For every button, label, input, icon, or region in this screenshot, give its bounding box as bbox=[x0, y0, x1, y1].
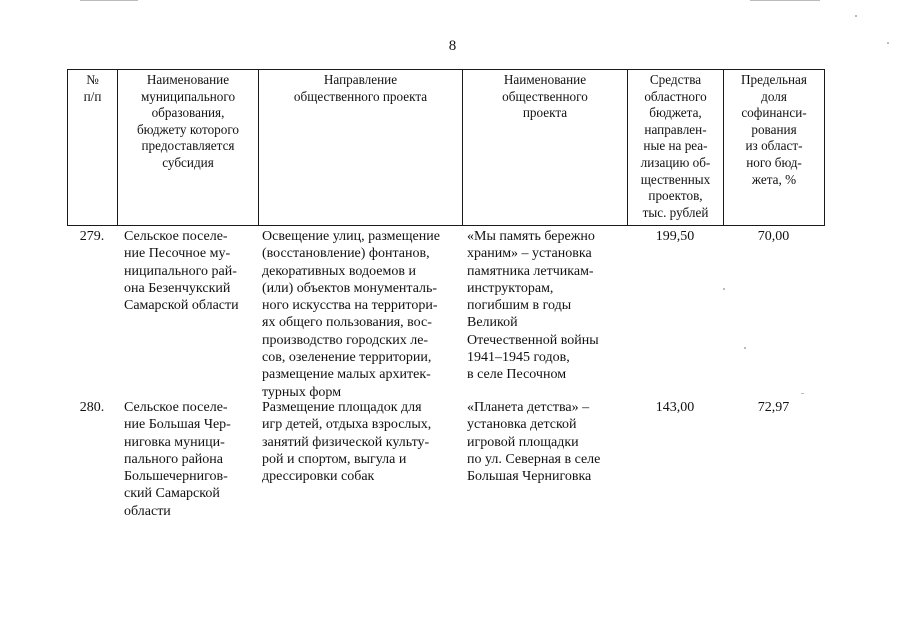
header-project-name: Наименование общественного проекта bbox=[463, 70, 628, 226]
table-header-row bbox=[68, 70, 825, 226]
scan-mark bbox=[855, 15, 857, 17]
row-direction: Освещение улиц, размещение (восстановление) фонтанов, декоративных водоемов и (или) объектов монументаль- ного искусства на территори- ях общего пользования, вос- производство городских ле- сов, озеленение территории, размещение малых архитек- турных форм bbox=[262, 229, 440, 400]
scan-mark bbox=[80, 0, 138, 1]
row-number: 279. bbox=[79, 229, 105, 244]
scan-mark bbox=[801, 393, 804, 394]
header-number: № п/п bbox=[68, 70, 118, 226]
row-share: 70,00 bbox=[757, 229, 790, 244]
row-direction: Размещение площадок для игр детей, отдыха взрослых, занятий физической культу- рой и спортом, выгула и дрессировки собак bbox=[262, 400, 432, 485]
scan-mark bbox=[744, 347, 746, 349]
row-share: 72,97 bbox=[757, 400, 790, 415]
header-share: Предельная доля софинанси- рования из област- ного бюд- жета, % bbox=[724, 70, 825, 226]
row-municipality: Сельское поселе- ние Большая Чер- ниговка муници- пального района Большечернигов- ский Самарской области bbox=[124, 400, 231, 519]
row-funds: 199,50 bbox=[655, 229, 695, 244]
table-header bbox=[67, 69, 825, 226]
row-funds: 143,00 bbox=[655, 400, 695, 415]
scan-mark bbox=[723, 288, 725, 290]
page-number: 8 bbox=[448, 38, 457, 54]
row-number: 280. bbox=[79, 400, 105, 415]
header-direction: Направление общественного проекта bbox=[259, 70, 463, 226]
header-municipality: Наименование муниципального образования, бюджету которого предоставляется субсидия bbox=[118, 70, 259, 226]
scan-mark bbox=[750, 0, 820, 1]
header-funds: Средства областного бюджета, направлен- ные на реа- лизацию об- щественных проектов, тыс. рублей bbox=[628, 70, 724, 226]
row-project-name: «Мы память бережно храним» – установка памятника летчикам- инструкторам, погибшим в годы Великой Отечественной войны 1941–1945 годов, в селе Песочном bbox=[467, 229, 599, 383]
row-project-name: «Планета детства» – установка детской игровой площадки по ул. Северная в селе Большая Черниговка bbox=[467, 400, 601, 485]
row-municipality: Сельское поселе- ние Песочное му- ниципального рай- она Безенчукский Самарской области bbox=[124, 229, 239, 314]
